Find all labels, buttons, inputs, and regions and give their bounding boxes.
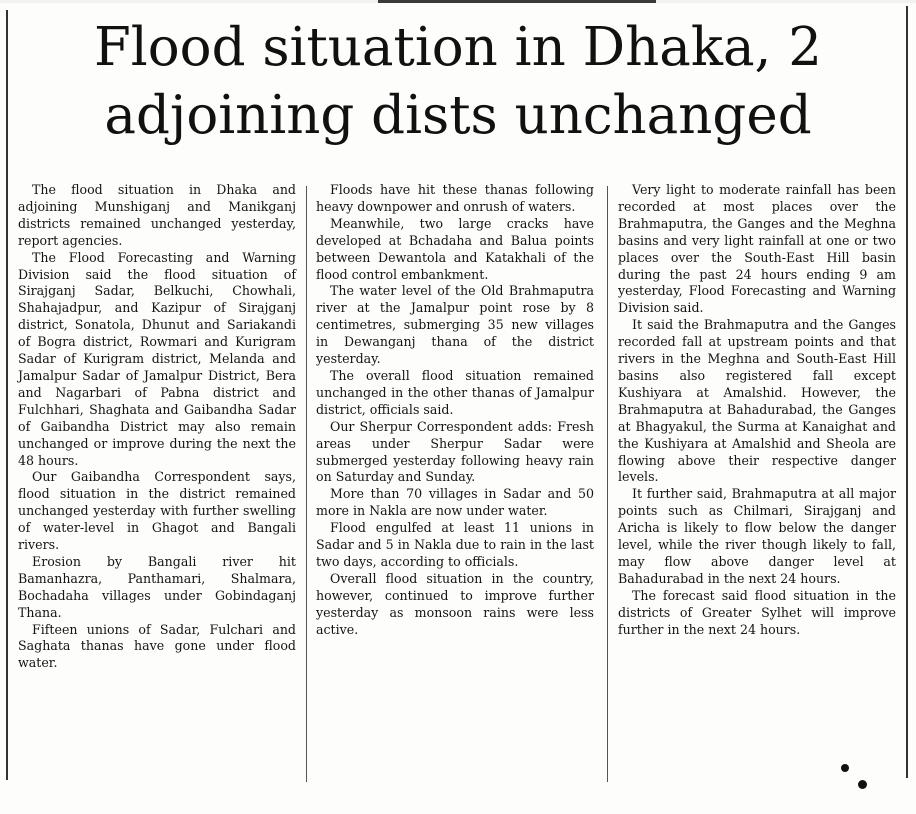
paragraph: Our Gaibandha Correspondent says, flood situation in the district remained unchanged yesterday with further swelling of water-level in Ghagot and Bangali rivers. — [18, 469, 296, 553]
top-clipped-line — [378, 0, 656, 3]
paragraph: Meanwhile, two large cracks have developed at Bchadaha and Balua points between Dewantola and Katakhali of the flood control embankment. — [316, 215, 594, 282]
article-column-3 — [618, 182, 896, 638]
paragraph: Floods have hit these thanas following heavy downpower and onrush of waters. — [316, 182, 594, 214]
paragraph: Our Sherpur Correspondent adds: Fresh areas under Sherpur Sadar were submerged yesterday following heavy rain on Saturday and Sunday. — [316, 418, 594, 485]
headline: Flood situation in Dhaka, 2 adjoining dists unchanged — [94, 17, 822, 146]
paragraph: The water level of the Old Brahmaputra river at the Jamalpur point rose by 8 centimetres, submerging 35 new villages in Dewanganj thana of the district yesterday. — [316, 283, 594, 367]
right-frame-rule — [906, 6, 908, 778]
paragraph: It said the Brahmaputra and the Ganges recorded fall at upstream points and that rivers in the Meghna and South-East Hill basins also registered fall except Kushiyara at Amalshid. However, the Brahmaputra at Bahadurabad, the Ganges at Bhagyakul, the Surma at Kanaighat and the Kushiyara at Amalshid and Sheola are flowing above their respective danger levels. — [618, 317, 896, 485]
paragraph: More than 70 villages in Sadar and 50 more in Nakla are now under water. — [316, 486, 594, 519]
ink-dot — [841, 764, 849, 772]
column-divider — [306, 186, 307, 782]
paragraph: Erosion by Bangali river hit Bamanhazra, Panthamari, Shalmara, Bochadaha villages under Gobindaganj Thana. — [18, 553, 296, 620]
paragraph: The overall flood situation remained unchanged in the other thanas of Jamalpur district, officials said. — [316, 367, 594, 417]
paragraph: It further said, Brahmaputra at all major points such as Chilmari, Sirajganj and Aricha is likely to flow below the danger level, while the river though likely to fall, may flow above danger level at Bahadurabad in the next 24 hours. — [618, 486, 896, 586]
column-divider — [607, 186, 608, 782]
left-frame-rule — [6, 10, 8, 780]
paragraph: The forecast said flood situation in the districts of Greater Sylhet will improve further in the next 24 hours. — [618, 587, 896, 637]
paragraph: The Flood Forecasting and Warning Division said the flood situation of Sirajganj Sadar, Belkuchi, Chowhali, Shahajadpur, and Kazipur of Sirajganj district, Sonatola, Dhunut and Sariakandi of Bogra district, Rowmari and Kurigram Sadar of Kurigram district, Melanda and Jamalpur Sadar of Jamalpur District, Bera and Nagarbari of Pabna district and Fulchhari, Shaghata and Gaibandha Sadar of Gaibandha District may also remain unchanged or improve during the next the 48 hours. — [18, 249, 296, 468]
paragraph: The flood situation in Dhaka and adjoining Munshiganj and Manikganj districts remained unchanged yesterday, report agencies. — [18, 182, 296, 248]
paragraph: Fifteen unions of Sadar, Fulchari and Saghata thanas have gone under flood water. — [18, 621, 296, 671]
article-column-1 — [18, 182, 296, 672]
ink-dot — [858, 780, 867, 789]
paragraph: Flood engulfed at least 11 unions in Sadar and 5 in Nakla due to rain in the last two days, according to officials. — [316, 520, 594, 569]
paragraph: Very light to moderate rainfall has been recorded at most places over the Brahmaputra, the Ganges and the Meghna basins and very light rainfall at one or two places over the South-East Hill basin during the past 24 hours ending 9 am yesterday, Flood Forecasting and Warning Division said. — [618, 182, 896, 316]
paragraph: Overall flood situation in the country, however, continued to improve further yesterday as monsoon rains were less active. — [316, 570, 594, 637]
article-column-2 — [316, 182, 594, 638]
